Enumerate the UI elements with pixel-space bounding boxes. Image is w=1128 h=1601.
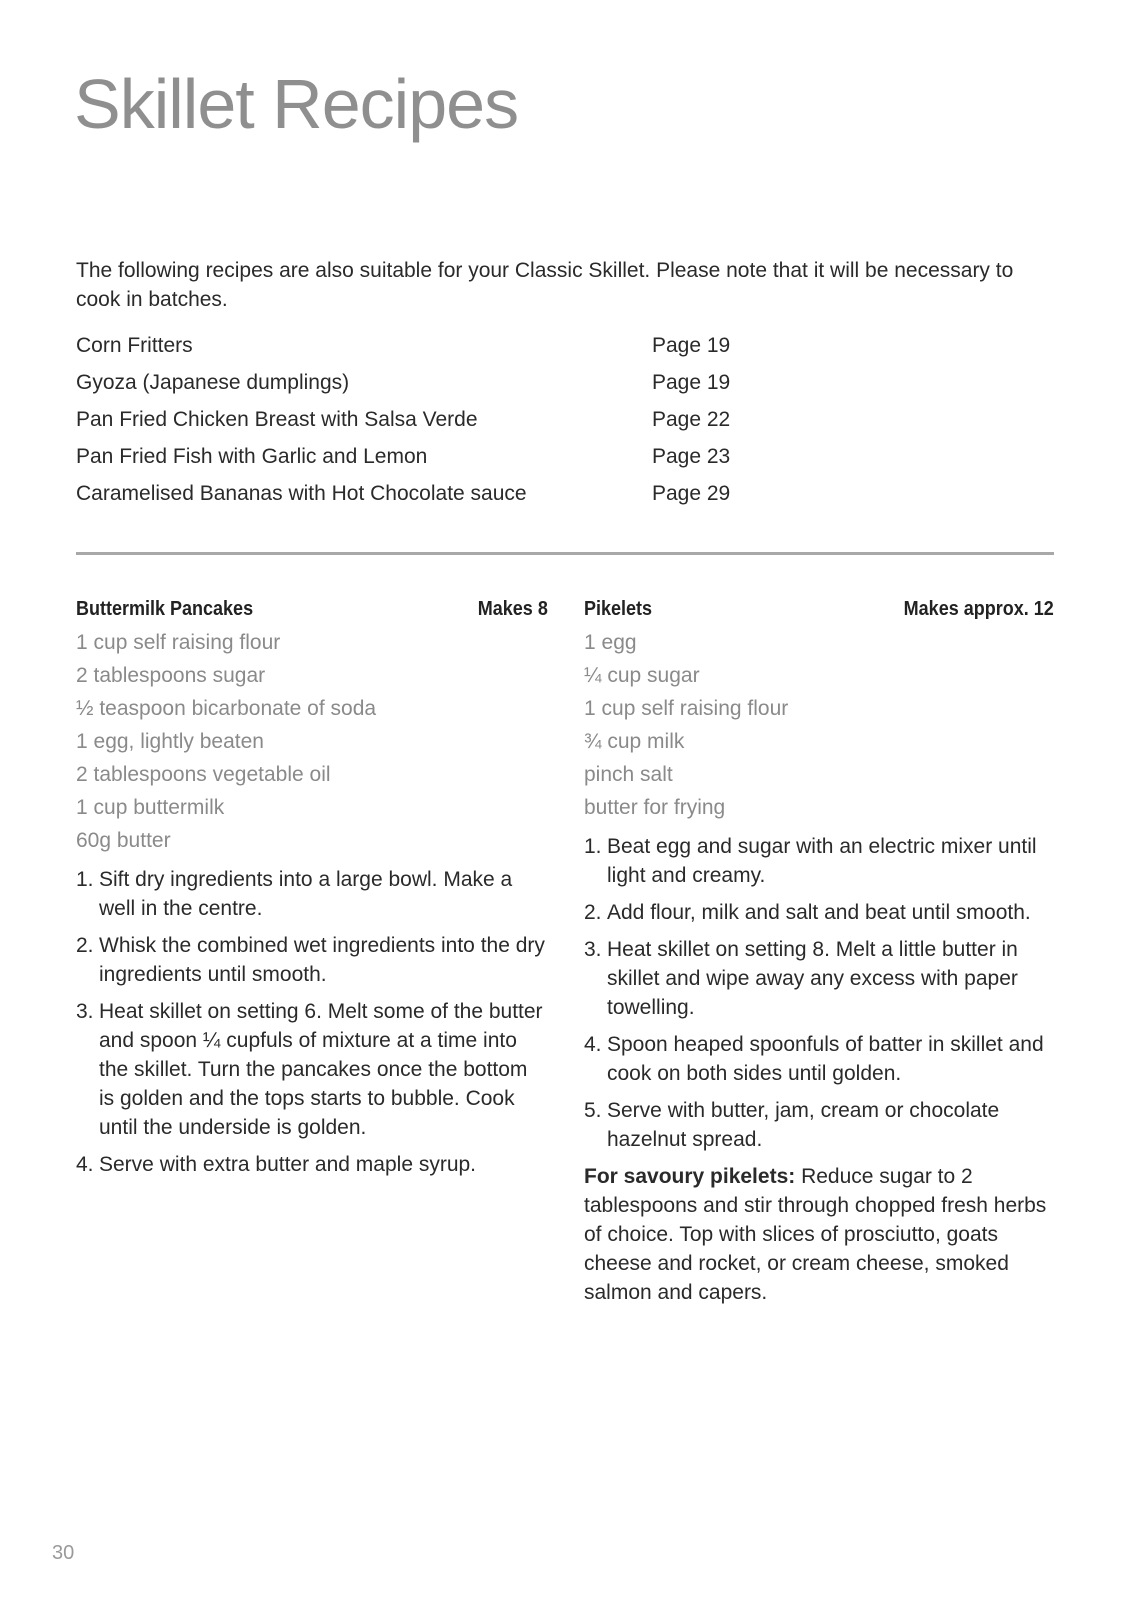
recipe-yield: Makes approx. 12 <box>903 598 1054 620</box>
index-page-ref: Page 19 <box>652 334 731 357</box>
ingredient-list <box>76 626 548 857</box>
ingredient: 1 cup self raising flour <box>584 697 789 720</box>
index-recipe-name: Caramelised Bananas with Hot Chocolate sauce <box>76 482 527 505</box>
method-step <box>584 1096 1054 1154</box>
step-text: Whisk the combined wet ingredients into the dry ingredients until smooth. <box>99 934 545 986</box>
note-text: Reduce sugar to 2 tablespoons and stir through chopped fresh herbs of choice. Top with slices of prosciutto, goats cheese and rocket, or cream cheese, smoked salmon and capers. <box>584 1165 1047 1304</box>
ingredient-list <box>584 626 1054 824</box>
ingredient: 60g butter <box>76 829 171 852</box>
step-number: 2. <box>584 901 602 924</box>
intro-paragraph: The following recipes are also suitable for your Classic Skillet. Please note that it will be necessary to cook in batches. <box>76 259 1014 311</box>
ingredient: ¼ cup sugar <box>584 664 700 687</box>
index-recipe-name: Pan Fried Fish with Garlic and Lemon <box>76 445 428 468</box>
step-text: Heat skillet on setting 8. Melt a little butter in skillet and wipe away any excess with paper towelling. <box>607 938 1018 1019</box>
method-steps <box>76 865 548 1179</box>
recipe-pikelets <box>584 592 1054 1307</box>
method-step <box>76 931 548 989</box>
index-row <box>76 401 776 438</box>
method-step <box>584 1030 1054 1088</box>
step-text: Sift dry ingredients into a large bowl. Make a well in the centre. <box>99 868 513 920</box>
note-label: For savoury pikelets: <box>584 1165 796 1188</box>
index-page-ref: Page 23 <box>652 445 731 468</box>
ingredient: 1 cup self raising flour <box>76 631 281 654</box>
ingredient: pinch salt <box>584 763 673 786</box>
method-step <box>584 832 1054 890</box>
recipe-header <box>76 592 548 626</box>
index-row <box>76 438 776 475</box>
step-text: Spoon heaped spoonfuls of batter in skillet and cook on both sides until golden. <box>607 1033 1044 1085</box>
index-row <box>76 475 776 512</box>
step-number: 4. <box>584 1033 602 1056</box>
step-number: 3. <box>76 1000 94 1023</box>
step-text: Beat egg and sugar with an electric mixer until light and creamy. <box>607 835 1037 887</box>
step-text: Serve with butter, jam, cream or chocolate hazelnut spread. <box>607 1099 1000 1151</box>
index-page-ref: Page 19 <box>652 371 731 394</box>
method-step <box>584 898 1054 927</box>
section-divider <box>76 552 1054 555</box>
recipe-name: Pikelets <box>584 598 653 620</box>
recipe-header <box>584 592 1054 626</box>
method-step <box>584 935 1054 1022</box>
ingredient: ¾ cup milk <box>584 730 685 753</box>
index-recipe-name: Corn Fritters <box>76 334 193 357</box>
ingredient: ½ teaspoon bicarbonate of soda <box>76 697 377 720</box>
method-steps <box>584 832 1054 1154</box>
step-number: 1. <box>76 868 94 891</box>
ingredient: butter for frying <box>584 796 726 819</box>
index-recipe-name: Pan Fried Chicken Breast with Salsa Verde <box>76 408 478 431</box>
index-recipe-name: Gyoza (Japanese dumplings) <box>76 371 350 394</box>
savoury-variation-note <box>584 1162 1054 1307</box>
step-text: Serve with extra butter and maple syrup. <box>99 1153 477 1176</box>
page-title: Skillet Recipes <box>74 65 519 143</box>
step-number: 2. <box>76 934 94 957</box>
ingredient: 2 tablespoons vegetable oil <box>76 763 331 786</box>
method-step <box>76 865 548 923</box>
method-step <box>76 1150 548 1179</box>
step-number: 5. <box>584 1099 602 1122</box>
recipe-buttermilk-pancakes <box>76 592 548 1187</box>
step-text: Heat skillet on setting 6. Melt some of the butter and spoon ¼ cupfuls of mixture at a time into the skillet. Turn the pancakes once the bottom is golden and the tops starts to bubble. Cook until the underside is golden. <box>99 1000 543 1139</box>
recipe-yield: Makes 8 <box>477 598 548 620</box>
page-number: 30 <box>52 1542 75 1564</box>
index-page-ref: Page 22 <box>652 408 731 431</box>
step-number: 4. <box>76 1153 94 1176</box>
method-step <box>76 997 548 1142</box>
ingredient: 1 egg, lightly beaten <box>76 730 264 753</box>
step-number: 1. <box>584 835 602 858</box>
index-row <box>76 364 776 401</box>
ingredient: 1 egg <box>584 631 637 654</box>
step-number: 3. <box>584 938 602 961</box>
index-row <box>76 327 776 364</box>
ingredient: 1 cup buttermilk <box>76 796 225 819</box>
recipe-name: Buttermilk Pancakes <box>76 598 254 620</box>
index-page-ref: Page 29 <box>652 482 731 505</box>
recipe-index <box>76 327 776 512</box>
ingredient: 2 tablespoons sugar <box>76 664 266 687</box>
step-text: Add flour, milk and salt and beat until smooth. <box>607 901 1031 924</box>
